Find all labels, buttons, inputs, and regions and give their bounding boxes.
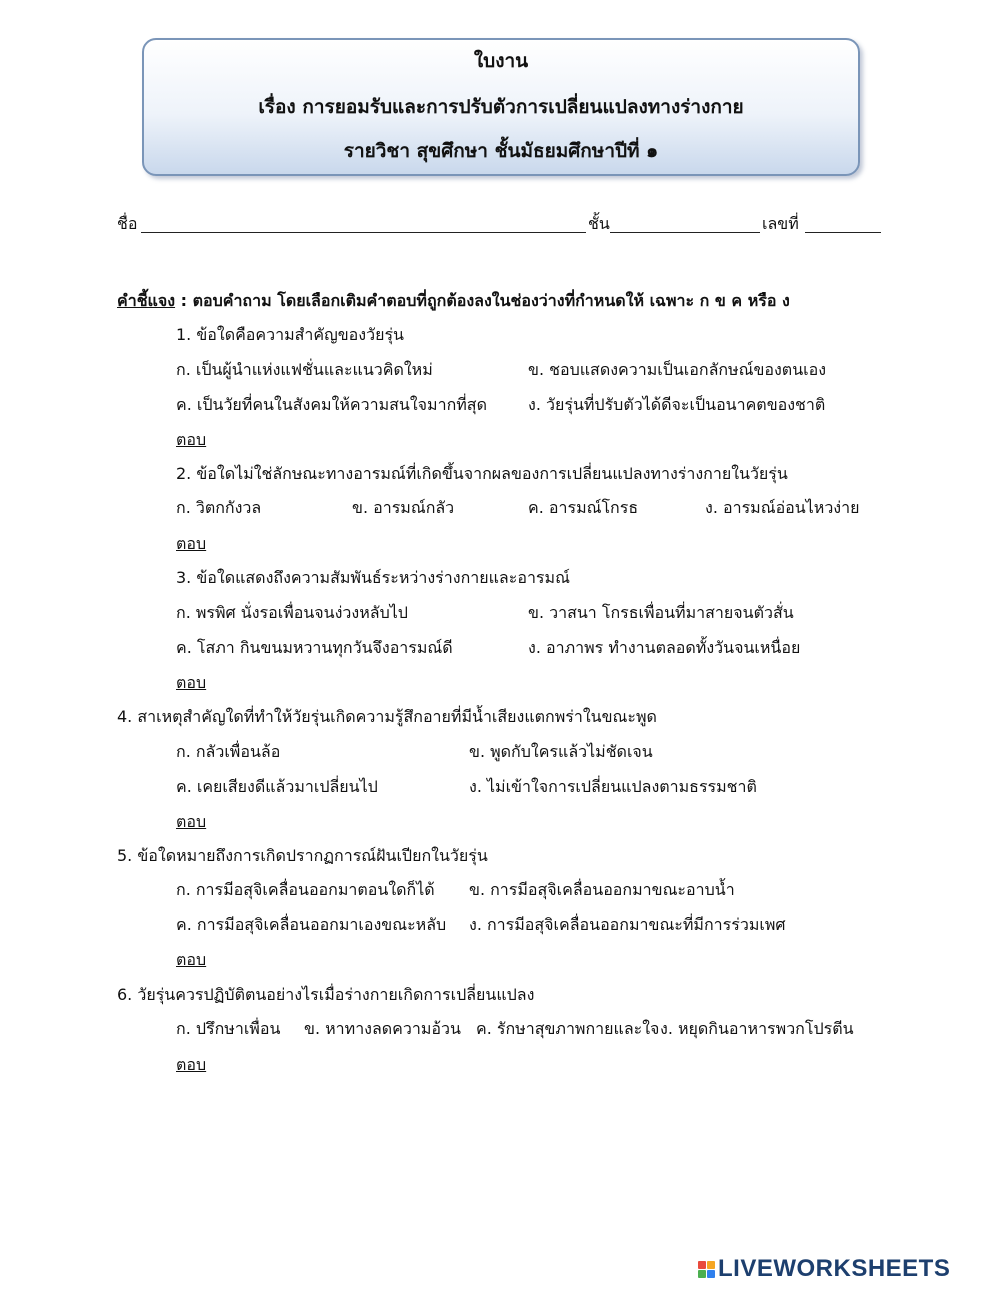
logo-square-3 — [698, 1270, 706, 1278]
name-blank[interactable] — [141, 232, 586, 233]
worksheet-course: รายวิชา สุขศึกษา ชั้นมัธยมศึกษาปีที่ ๑ — [343, 140, 659, 162]
question-4: 4. สาเหตุสำคัญใดที่ทำให้วัยรุ่นเกิดความรู้สึกอายที่มีน้ำเสียงแตกพร่าในขณะพูด — [117, 707, 657, 726]
q6-option-d: ง. หยุดกินอาหารพวกโปรตีน — [660, 1019, 854, 1038]
number-blank[interactable] — [805, 232, 881, 233]
q3-option-a: ก. พรพิศ นั่งรอเพื่อนจนง่วงหลับไป — [176, 603, 408, 622]
number-label: เลขที่ — [762, 214, 799, 233]
q2-option-c: ค. อารมณ์โกรธ — [528, 498, 639, 517]
instructions — [117, 289, 790, 314]
q4-option-b: ข. พูดกับใครแล้วไม่ชัดเจน — [469, 742, 653, 761]
class-label: ชั้น — [588, 214, 610, 233]
question-2: 2. ข้อใดไม่ใช่ลักษณะทางอารมณ์ที่เกิดขึ้นจากผลของการเปลี่ยนแปลงทางร่างกายในวัยรุ่น — [176, 464, 788, 483]
q6-option-c: ค. รักษาสุขภาพกายและใจ — [476, 1019, 660, 1038]
q5-option-b: ข. การมีอสุจิเคลื่อนออกมาขณะอาบน้ำ — [469, 880, 735, 899]
logo-square-1 — [698, 1261, 706, 1269]
q5-answer-label: ตอบ — [176, 950, 207, 969]
question-1: 1. ข้อใดคือความสำคัญของวัยรุ่น — [176, 325, 404, 344]
worksheet-title: ใบงาน — [473, 50, 529, 72]
q1-option-c: ค. เป็นวัยที่คนในสังคมให้ความสนใจมากที่สุด — [176, 395, 487, 414]
q3-option-d: ง. อาภาพร ทำงานตลอดทั้งวันจนเหนื่อย — [528, 638, 801, 657]
q1-option-a: ก. เป็นผู้นำแห่งแฟชั่นและแนวคิดใหม่ — [176, 360, 433, 379]
liveworksheets-logo-icon — [698, 1261, 715, 1278]
worksheet-header — [142, 38, 860, 176]
q2-option-d: ง. อารมณ์อ่อนไหวง่าย — [705, 498, 860, 517]
q2-option-b: ข. อารมณ์กลัว — [352, 498, 455, 517]
q4-option-a: ก. กลัวเพื่อนล้อ — [176, 742, 281, 761]
q5-option-c: ค. การมีอสุจิเคลื่อนออกมาเองขณะหลับ — [176, 915, 447, 934]
instructions-label: คำชี้แจง — [117, 291, 176, 310]
q2-option-a: ก. วิตกกังวล — [176, 498, 262, 517]
q3-answer-label: ตอบ — [176, 673, 207, 692]
question-6: 6. วัยรุ่นควรปฏิบัติตนอย่างไรเมื่อร่างกายเกิดการเปลี่ยนแปลง — [117, 985, 535, 1004]
q1-answer-label: ตอบ — [176, 430, 207, 449]
liveworksheets-logo-text: LIVEWORKSHEETS — [718, 1255, 951, 1282]
logo-square-2 — [707, 1261, 715, 1269]
q3-option-b: ข. วาสนา โกรธเพื่อนที่มาสายจนตัวสั่น — [528, 603, 794, 622]
q3-option-c: ค. โสภา กินขนมหวานทุกวันจึงอารมณ์ดี — [176, 638, 453, 657]
worksheet-subject: เรื่อง การยอมรับและการปรับตัวการเปลี่ยนแปลงทางร่างกาย — [258, 96, 744, 118]
q5-option-d: ง. การมีอสุจิเคลื่อนออกมาขณะที่มีการร่วมเพศ — [469, 915, 786, 934]
q5-option-a: ก. การมีอสุจิเคลื่อนออกมาตอนใดก็ได้ — [176, 880, 435, 899]
liveworksheets-logo — [698, 1256, 950, 1282]
q1-option-d: ง. วัยรุ่นที่ปรับตัวได้ดีจะเป็นอนาคตของชาติ — [528, 395, 826, 414]
q6-option-b: ข. หาทางลดความอ้วน — [304, 1019, 461, 1038]
logo-square-4 — [707, 1270, 715, 1278]
instructions-text: : ตอบคำถาม โดยเลือกเติมคำตอบที่ถูกต้องลงในช่องว่างที่กำหนดให้ เฉพาะ ก ข ค หรือ ง — [175, 291, 790, 310]
q4-answer-label: ตอบ — [176, 812, 207, 831]
q4-option-d: ง. ไม่เข้าใจการเปลี่ยนแปลงตามธรรมชาติ — [469, 777, 757, 796]
q6-option-a: ก. ปรึกษาเพื่อน — [176, 1019, 281, 1038]
q6-answer-label: ตอบ — [176, 1055, 207, 1074]
question-5: 5. ข้อใดหมายถึงการเกิดปรากฏการณ์ฝันเปียกในวัยรุ่น — [117, 846, 488, 865]
q1-option-b: ข. ชอบแสดงความเป็นเอกลักษณ์ของตนเอง — [528, 360, 827, 379]
q2-answer-label: ตอบ — [176, 534, 207, 553]
name-label: ชื่อ — [117, 214, 138, 233]
class-blank[interactable] — [610, 232, 760, 233]
q4-option-c: ค. เคยเสียงดีแล้วมาเปลี่ยนไป — [176, 777, 378, 796]
question-3: 3. ข้อใดแสดงถึงความสัมพันธ์ระหว่างร่างกายและอารมณ์ — [176, 568, 570, 587]
